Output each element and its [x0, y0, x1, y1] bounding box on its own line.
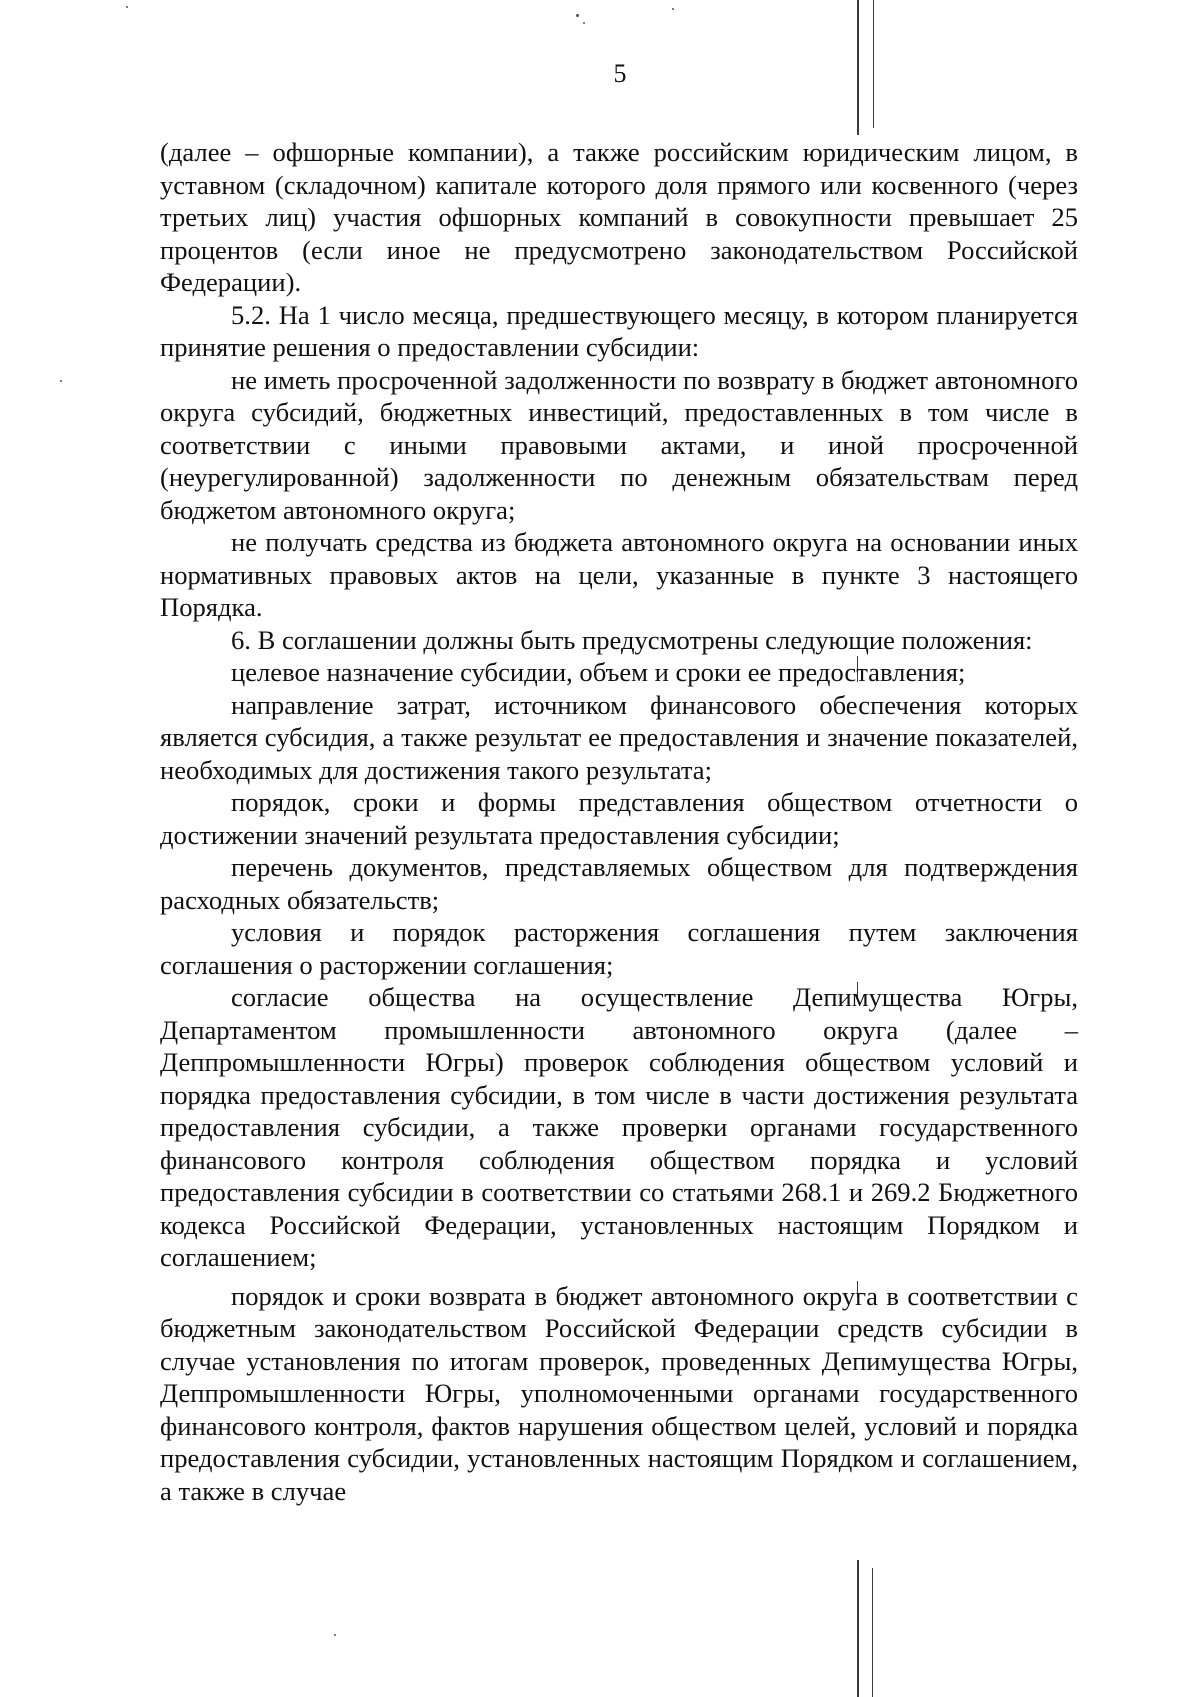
scan-artifact-speck [583, 22, 585, 24]
scan-artifact-speck [672, 8, 674, 10]
scan-artifact-speck [334, 1634, 336, 1636]
page-number: 5 [613, 59, 627, 88]
scan-artifact-speck [60, 380, 62, 382]
paragraph: 6. В соглашении должны быть предусмотрены следующие положения: [231, 624, 1033, 655]
paragraph: условия и порядок расторжения соглашения путем заключения соглашения о расторжении соглашения; [160, 917, 1078, 980]
scan-artifact-line [857, 1560, 859, 1697]
paragraph: 5.2. На 1 число месяца, предшествующего месяцу, в котором планируется принятие решения о предоставлении субсидии: [160, 299, 1078, 362]
paragraph: целевое назначение субсидии, объем и сроки ее предоставления; [231, 657, 966, 687]
paragraph: не иметь просроченной задолженности по возврату в бюджет автономного округа субсидий, бюджетных инвестиций, предоставленных в том числе в соответствии с иными правовыми актами, и иной просроченной (неурегулированной) задолженности по денежным обязательствам перед бюджетом автономного округа; [160, 364, 1078, 525]
document-body [160, 136, 1078, 1507]
paragraph: не получать средства из бюджета автономного округа на основании иных нормативных правовых актов на цели, указанные в пункте 3 настоящего Порядка. [160, 527, 1078, 622]
paragraph: (далее – офшорные компании), а также российским юридическим лицом, в уставном (складочном) капитале которого доля прямого или косвенного (через третьих лиц) участия офшорных компаний в совокупности превышает 25 процентов (если иное не предусмотрено законодательством Российской Федерации). [160, 137, 1078, 297]
scan-artifact-speck [126, 6, 128, 8]
paragraph: порядок, сроки и формы представления обществом отчетности о достижении значений результата предоставления субсидии; [160, 787, 1078, 850]
paragraph: направление затрат, источником финансового обеспечения которых является субсидия, а также результат ее предоставления и значение показателей, необходимых для достижения такого результата; [160, 689, 1078, 785]
paragraph: порядок и сроки возврата в бюджет автономного округа в соответствии с бюджетным законодательством Российской Федерации средств субсидии в случае установления по итогам проверок, проведенных Депимущества Югры, Деппромышленности Югры, уполномоченными органами государственного финансового контроля, фактов нарушения обществом целей, условий и порядка предоставления субсидии, установленных настоящим Порядком и соглашением, а также в случае [160, 1280, 1078, 1506]
paragraph: перечень документов, представляемых обществом для подтверждения расходных обязательств; [160, 852, 1078, 915]
scan-artifact-line [872, 1568, 873, 1697]
paragraph: согласие общества на осуществление Депимущества Югры, Департаментом промышленности автономного округа (далее – Деппромышленности Югры) проверок соблюдения обществом условий и порядка предоставления субсидии, в том числе в части достижения результата предоставления субсидии, а также проверки органами государственного финансового контроля соблюдения обществом порядка и условий предоставления субсидии в соответствии со статьями 268.1 и 269.2 Бюджетного кодекса Российской Федерации, установленных настоящим Порядком и соглашением; [160, 982, 1078, 1272]
scan-artifact-speck [576, 14, 579, 17]
